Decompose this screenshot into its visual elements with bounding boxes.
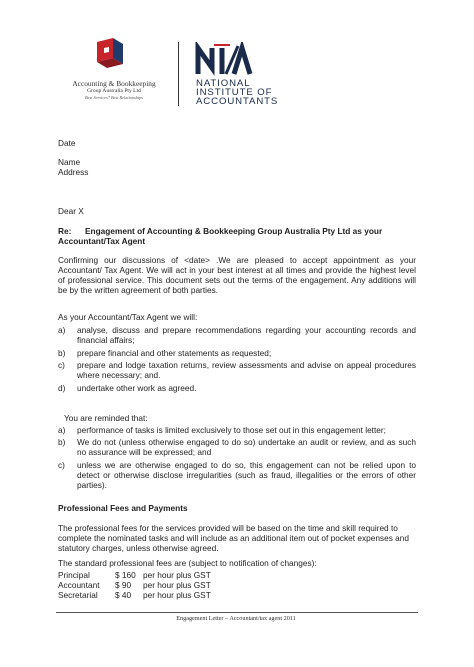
rates-lead: The standard professional fees are (subject to notification of changes): xyxy=(58,558,317,568)
page-footer: Engagement Letter – Accountant/tax agent 2011 xyxy=(176,615,296,622)
rate-role: Principal xyxy=(58,570,90,580)
nia-logo-icon xyxy=(194,42,254,76)
nia-line-3: ACCOUNTANTS xyxy=(196,96,279,107)
date-line: Date xyxy=(58,138,76,148)
company-tagline: Best Services* Best Relationships xyxy=(85,95,143,100)
fees-paragraph: The professional fees for the services provided will be based on the time and skill required to complete the nominated tasks and will include as an additional item out of pocket expenses and statutory charges, unless otherwise agreed. xyxy=(58,523,409,553)
rate-unit: per hour plus GST xyxy=(143,570,211,580)
rate-amount: $ 90 xyxy=(115,580,132,590)
duties-lead: As your Accountant/Tax Agent we will: xyxy=(58,312,198,322)
rate-row xyxy=(58,570,258,580)
salutation: Dear X xyxy=(58,206,84,216)
footer-divider xyxy=(56,612,418,613)
name-line: Name xyxy=(58,157,81,167)
re-label: Re: xyxy=(58,226,72,236)
abg-logo-icon xyxy=(93,36,125,70)
duty-text: undertake other work as agreed. xyxy=(77,383,197,393)
re-subject-line-1: Engagement of Accounting & Bookkeeping Group Australia Pty Ltd as your xyxy=(85,226,383,236)
duty-text: prepare financial and other statements as requested; xyxy=(77,348,272,358)
re-subject-line-2: Accountant/Tax Agent xyxy=(58,236,146,246)
duty-label: a) xyxy=(58,325,66,335)
reminder-item-b xyxy=(58,437,416,457)
intro-paragraph: Confirming our discussions of <date> .We are pleased to accept appointment as your Accountant/ Tax Agent. We will act in your best interest at all times and provide the highest level of professional service. This document sets out the terms of the engagement. Any additions will be by the written agreement of both parties. xyxy=(58,255,416,295)
reminder-text: unless we are otherwise engaged to do so, this engagement can not be relied upon to detect or otherwise disclose irregularities (such as fraud, illegalities or the errors of other parties). xyxy=(77,460,416,490)
header-divider xyxy=(178,42,179,106)
duty-item-a xyxy=(58,325,416,345)
duty-text: prepare and lodge taxation returns, review assessments and advise on appeal procedures where necessary; and. xyxy=(77,360,416,380)
reminder-label: c) xyxy=(58,460,65,470)
reminder-label: b) xyxy=(58,437,66,447)
duty-item-d xyxy=(58,383,416,393)
rate-role: Accountant xyxy=(58,580,100,590)
nia-line-2: INSTITUTE OF xyxy=(196,87,273,98)
address-line: Address xyxy=(58,167,89,177)
duty-item-c xyxy=(58,360,416,380)
reminders-lead: You are reminded that: xyxy=(64,413,148,423)
duty-label: d) xyxy=(58,383,66,393)
duty-item-b xyxy=(58,348,416,358)
rate-row xyxy=(58,590,258,600)
duty-label: b) xyxy=(58,348,66,358)
rate-amount: $ 40 xyxy=(115,590,132,600)
company-subtitle: Group Australia Pty Ltd xyxy=(87,88,141,94)
reminder-label: a) xyxy=(58,425,66,435)
rate-row xyxy=(58,580,258,590)
fees-heading: Professional Fees and Payments xyxy=(58,503,188,513)
reminder-text: We do not (unless otherwise engaged to do so) undertake an audit or review, and as such no assurance will be expressed; and xyxy=(77,437,416,457)
reminder-item-a xyxy=(58,425,416,435)
nia-line-1: NATIONAL xyxy=(196,78,251,89)
reminder-item-c xyxy=(58,460,416,490)
rate-amount: $ 160 xyxy=(115,570,136,580)
duty-text: analyse, discuss and prepare recommendations regarding your accounting records and financial affairs; xyxy=(77,325,416,345)
rate-unit: per hour plus GST xyxy=(143,580,211,590)
rate-unit: per hour plus GST xyxy=(143,590,211,600)
duty-label: c) xyxy=(58,360,65,370)
company-name: Accounting & Bookkeeping xyxy=(72,79,156,88)
nia-wordmark xyxy=(196,79,278,106)
rate-role: Secretarial xyxy=(58,590,98,600)
reminder-text: performance of tasks is limited exclusively to those set out in this engagement letter; xyxy=(77,425,386,435)
